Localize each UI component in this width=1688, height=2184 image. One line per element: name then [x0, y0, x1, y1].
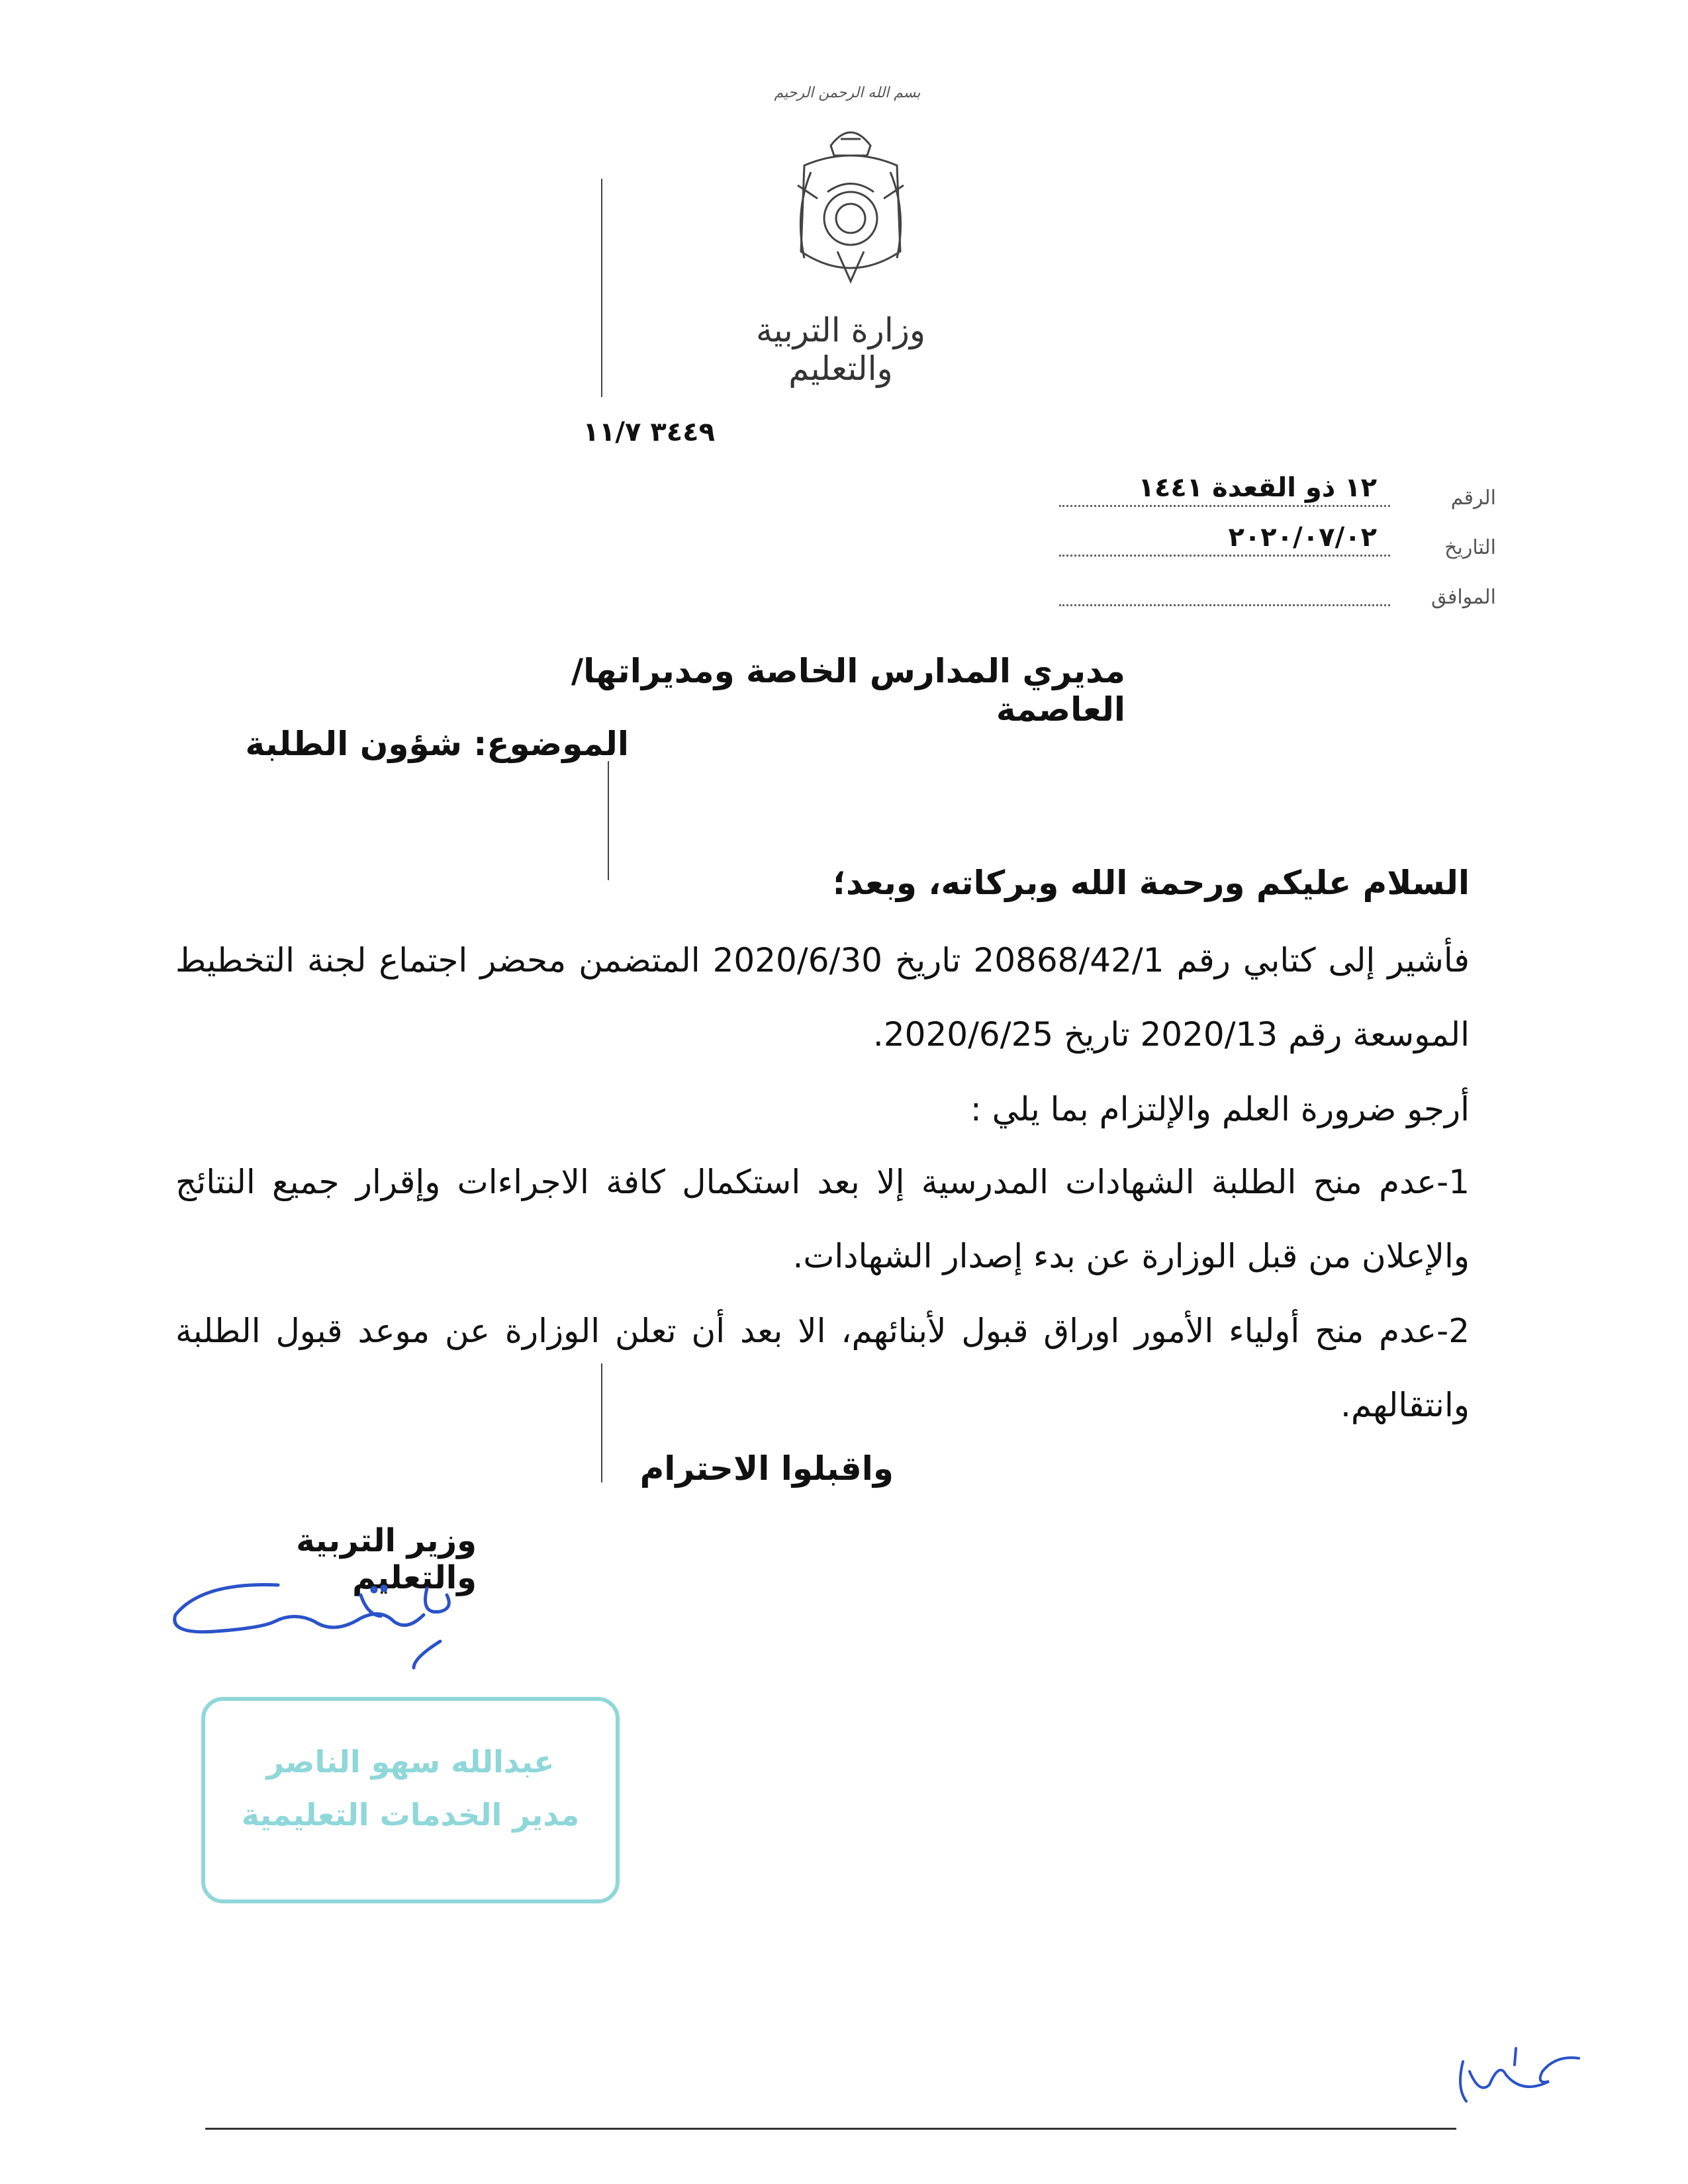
corresponding-row: [252, 569, 1496, 609]
basmala: بسم الله الرحمن الرحيم: [774, 85, 921, 101]
handwritten-initials-icon: [1443, 2035, 1589, 2115]
date-label: التاريخ: [1444, 536, 1496, 559]
stamp-name: عبدالله سهو الناصر: [266, 1744, 555, 1780]
corresponding-label: الموافق: [1430, 586, 1496, 609]
addressee: مديري المدارس الخاصة ومديراتها/ العاصمة: [571, 652, 1125, 729]
hijri-date: ١٢ ذو القعدة ١٤٤١: [1138, 473, 1377, 503]
paragraph-reference: فأشير إلى كتابي رقم 20868/42/1 تاريخ 2020/6/30 المتضمن محضر اجتماع لجنة التخطيط الموسعة رقم 2020/13 تاريخ 2020/6/25.: [175, 941, 1470, 1054]
reference-number-label: الرقم: [1450, 486, 1496, 510]
closing: واقبلوا الاحترام: [639, 1449, 894, 1488]
stamp-position: مدير الخدمات التعليمية: [241, 1797, 580, 1833]
date-row: [252, 520, 1496, 559]
list-item-2: 2-عدم منح أولياء الأمور اوراق قبول لأبنائهم، الا بعد أن تعلن الوزارة عن موعد قبول الطلبة وانتقالهم.: [175, 1312, 1470, 1424]
list-item-1: 1-عدم منح الطلبة الشهادات المدرسية إلا بعد استكمال كافة الاجراءات وإقرار جميع النتائج والإعلان من قبل الوزارة عن بدء إصدار الشهادات.: [175, 1163, 1470, 1275]
request-intro: أرجو ضرورة العلم والإلتزام بما يلي :: [970, 1090, 1470, 1128]
reference-number-row: [252, 470, 1496, 510]
ministry-name: وزارة التربية والتعليم: [755, 311, 926, 388]
greeting: السلام عليكم ورحمة الله وبركاته، وبعد؛: [833, 864, 1470, 902]
dotted-line: [1059, 505, 1390, 507]
reference-number: ٣٤٤٩ ١١/٧: [583, 417, 715, 447]
footer-divider: [205, 2128, 1456, 2130]
subject: الموضوع: شؤون الطلبة: [245, 725, 629, 763]
dotted-line: [1059, 604, 1390, 606]
official-stamp: [195, 1691, 626, 1909]
dotted-line: [1059, 555, 1390, 557]
signature-icon: [162, 1575, 480, 1681]
jordan-coat-of-arms-icon: [778, 119, 923, 291]
signer-title: وزير التربية والتعليم: [296, 1522, 477, 1596]
scan-mark: [608, 761, 609, 880]
gregorian-date: ٢٠٢٠/٠٧/٠٢: [1228, 522, 1377, 553]
scan-mark: [601, 179, 602, 397]
